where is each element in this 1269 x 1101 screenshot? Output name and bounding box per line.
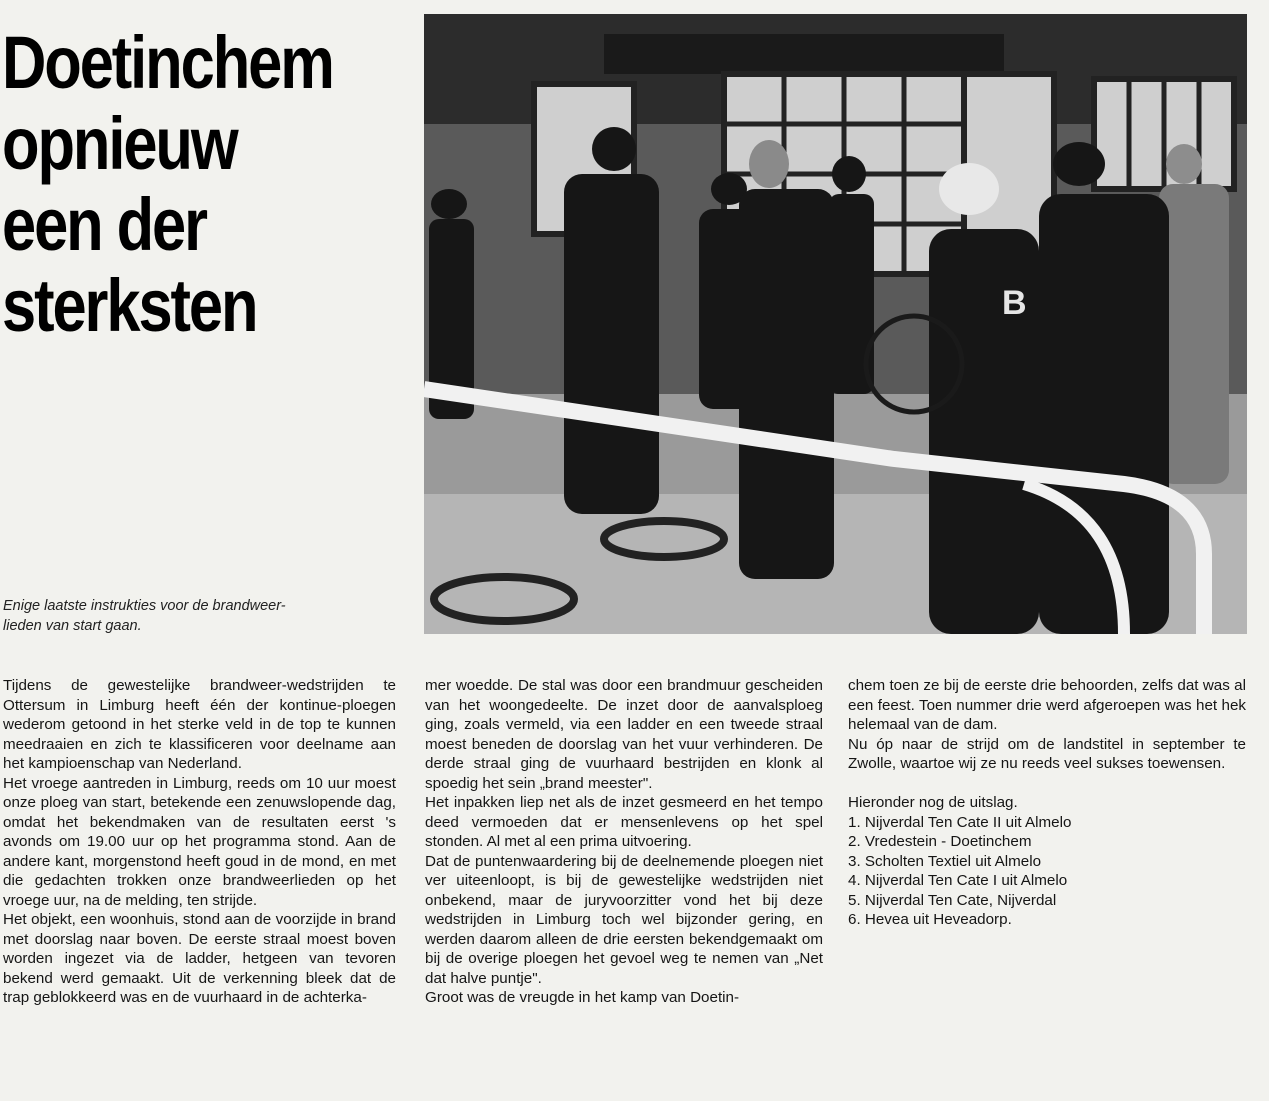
headline (2, 22, 342, 346)
article-column-1 (3, 676, 396, 1008)
result-item: 3. Scholten Textiel uit Almelo (848, 852, 1042, 870)
paragraph: Nu óp naar de strijd om de landstitel in september te Zwolle, waartoe wij ze nu reeds veel sukses toewensen. (848, 735, 1246, 772)
helmet-badge-letter: B (1002, 284, 1027, 322)
headline-line-1: Doetinchem (2, 21, 333, 104)
paragraph: Tijdens de gewestelijke brandweer-wedstrijden te Ottersum in Limburg heeft één der kontinue-ploegen wederom getoond in het sterke veld in de top te kunnen meedraaien en zich te klassificeren voor deelname aan het kampioenschap van Nederland. (3, 677, 396, 772)
paragraph: chem toen ze bij de eerste drie behoorden, zelfs dat was al een feest. Toen nummer drie werd afgeroepen was het hek helemaal van de dam. (848, 677, 1246, 733)
headline-line-3: een der (2, 183, 206, 266)
photo-illustration (424, 14, 1247, 634)
result-item: 2. Vredestein - Doetinchem (848, 833, 1032, 850)
paragraph: Het inpakken liep net als de inzet gesmeerd en het tempo deed vermoeden dat er mensenlevens op het spel stonden. Al met al een prima uitvoering. (425, 794, 823, 850)
paragraph: mer woedde. De stal was door een brandmuur gescheiden van het woongedeelte. De inzet door de aanvalsploeg ging, zoals vermeld, via een ladder en een tweede straal moest beneden de doorslag van het vuur verhinderen. De derde straal ging de vuurhaard bestrijden en klonk al spoedig het sein „brand meester". (425, 677, 823, 792)
paragraph: Dat de puntenwaardering bij de deelnemende ploegen niet ver uiteenloopt, is bij de gewestelijke wedstrijden niet onbekend, maar de juryvoorzitter vond het bij deze wedstrijden in Limburg toch wel bijzonder gering, en werden daarom alleen de drie eersten bekendgemaakt om bij de overige ploegen het gevoel weg te nemen van „Net dat halve puntje". (425, 852, 823, 987)
headline-line-4: sterksten (2, 264, 257, 347)
result-item: 4. Nijverdal Ten Cate I uit Almelo (848, 872, 1068, 889)
headline-line-2: opnieuw (2, 102, 237, 185)
photo-caption (3, 596, 403, 636)
caption-line-2: lieden van start gaan. (3, 618, 142, 634)
paragraph: Het objekt, een woonhuis, stond aan de voorzijde in brand met doorslag naar boven. De eerste straal moest boven worden ingezet via de ladder, hetgeen van tevoren bekend werd gemaakt. Uit de verkenning bleek dat de trap geblokkeerd was en de vuurhaard in de achterka- (3, 911, 396, 1006)
results-list (848, 813, 1246, 930)
article-column-3 (848, 676, 1246, 930)
article-column-2 (425, 676, 823, 1008)
results-intro: Hieronder nog de uitslag. (848, 794, 1018, 811)
firefighters-photo (424, 14, 1247, 634)
result-item: 5. Nijverdal Ten Cate, Nijverdal (848, 891, 1057, 909)
paragraph: Het vroege aantreden in Limburg, reeds om 10 uur moest onze ploeg van start, betekende een zenuwslopende dag, omdat het bekendmaken van de resultaten eerst 's avonds om 19.00 uur op het programma stond. Aan de andere kant, morgenstond heeft goud in de mond, en met die gedachten trokken onze brandweerlieden op het vroege uur, na de melding, ten strijde. (3, 774, 396, 909)
result-item: 6. Hevea uit Heveadorp. (848, 911, 1012, 928)
caption-line-1: Enige laatste instrukties voor de brandweer- (3, 598, 286, 614)
paragraph: Groot was de vreugde in het kamp van Doetin- (425, 989, 740, 1006)
result-item: 1. Nijverdal Ten Cate II uit Almelo (848, 813, 1072, 831)
